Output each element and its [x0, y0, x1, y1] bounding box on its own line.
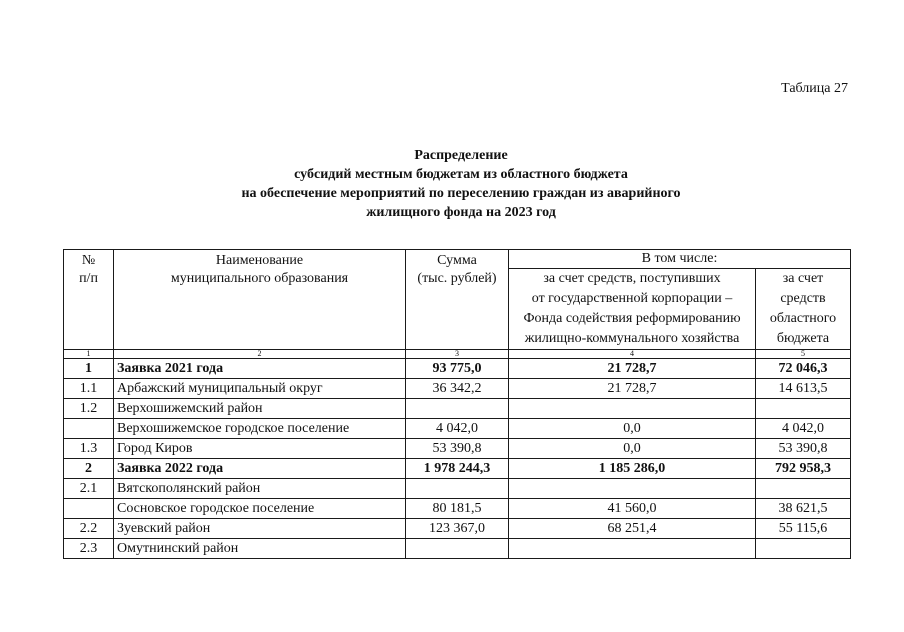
table-row: [64, 419, 851, 439]
row-number: 2.1: [64, 479, 114, 499]
row-name: Верхошижемское городское поселение: [114, 419, 406, 439]
row-fund-amount: [509, 399, 756, 419]
row-region-amount: 72 046,3: [756, 359, 851, 379]
row-region-amount: 55 115,6: [756, 519, 851, 539]
row-name: Зуевский район: [114, 519, 406, 539]
row-number: 1: [64, 359, 114, 379]
row-region-amount: [756, 539, 851, 559]
table-number-label: Таблица 27: [781, 81, 848, 96]
row-sum: [406, 479, 509, 499]
table-row: [64, 359, 851, 379]
header-region-line-1: за счет: [782, 271, 824, 286]
row-number: [64, 499, 114, 519]
header-region-cell: [756, 269, 851, 350]
column-number: 1: [64, 350, 114, 359]
header-sum-cell: [406, 250, 509, 350]
row-region-amount: [756, 399, 851, 419]
title-line-4: жилищного фонда на 2023 год: [366, 205, 556, 220]
row-fund-amount: 1 185 286,0: [509, 459, 756, 479]
table-row: [64, 459, 851, 479]
header-including-cell: В том числе:: [509, 250, 851, 269]
row-sum: 80 181,5: [406, 499, 509, 519]
header-name-line-1: Наименование: [215, 253, 304, 268]
header-region-line-4: бюджета: [776, 331, 830, 346]
row-region-amount: [756, 479, 851, 499]
column-number: 5: [756, 350, 851, 359]
row-fund-amount: 0,0: [509, 439, 756, 459]
title-line-1: Распределение: [414, 148, 508, 163]
header-fund-line-3: Фонда содействия реформированию: [523, 311, 741, 326]
row-number: 1.3: [64, 439, 114, 459]
header-name-cell: [114, 250, 406, 350]
table-row: [64, 479, 851, 499]
row-number: 1.2: [64, 399, 114, 419]
row-region-amount: 53 390,8: [756, 439, 851, 459]
row-number: [64, 419, 114, 439]
title-line-2: субсидий местным бюджетам из областного бюджета: [294, 167, 628, 182]
row-name: Город Киров: [114, 439, 406, 459]
table-row: [64, 439, 851, 459]
row-region-amount: 792 958,3: [756, 459, 851, 479]
document-title: [0, 146, 904, 222]
header-fund-line-1: за счет средств, поступивших: [543, 271, 721, 286]
row-number: 2: [64, 459, 114, 479]
row-number: 1.1: [64, 379, 114, 399]
row-name: Омутнинский район: [114, 539, 406, 559]
row-sum: 4 042,0: [406, 419, 509, 439]
header-number-line-1: №: [81, 253, 96, 268]
row-fund-amount: [509, 479, 756, 499]
row-sum: 53 390,8: [406, 439, 509, 459]
column-number: 2: [114, 350, 406, 359]
row-region-amount: 38 621,5: [756, 499, 851, 519]
table-row: [64, 519, 851, 539]
row-sum: 36 342,2: [406, 379, 509, 399]
row-fund-amount: 21 728,7: [509, 379, 756, 399]
title-line-3: на обеспечение мероприятий по переселению граждан из аварийного: [241, 186, 681, 201]
row-sum: 93 775,0: [406, 359, 509, 379]
header-region-line-3: областного: [769, 311, 837, 326]
row-fund-amount: 41 560,0: [509, 499, 756, 519]
row-sum: [406, 539, 509, 559]
row-fund-amount: 21 728,7: [509, 359, 756, 379]
table-row: [64, 379, 851, 399]
subsidy-distribution-table: [63, 249, 851, 559]
header-region-line-2: средств: [780, 291, 826, 306]
table-header-row: [64, 250, 851, 269]
row-name: Верхошижемский район: [114, 399, 406, 419]
column-number-row: [64, 350, 851, 359]
row-sum: 1 978 244,3: [406, 459, 509, 479]
row-sum: [406, 399, 509, 419]
row-region-amount: 14 613,5: [756, 379, 851, 399]
column-number: 4: [509, 350, 756, 359]
header-sum-line-2: (тыс. рублей): [417, 271, 497, 286]
row-fund-amount: 0,0: [509, 419, 756, 439]
header-number-cell: [64, 250, 114, 350]
header-fund-line-4: жилищно-коммунального хозяйства: [524, 331, 740, 346]
row-name: Вятскополянский район: [114, 479, 406, 499]
table-row: [64, 499, 851, 519]
row-name: Сосновское городское поселение: [114, 499, 406, 519]
row-region-amount: 4 042,0: [756, 419, 851, 439]
header-number-line-2: п/п: [79, 271, 98, 286]
header-name-line-2: муниципального образования: [170, 271, 349, 286]
row-number: 2.3: [64, 539, 114, 559]
table-row: [64, 539, 851, 559]
table-row: [64, 399, 851, 419]
row-name: Заявка 2022 года: [114, 459, 406, 479]
header-fund-line-2: от государственной корпорации –: [531, 291, 733, 306]
row-name: Арбажский муниципальный округ: [114, 379, 406, 399]
row-fund-amount: 68 251,4: [509, 519, 756, 539]
row-fund-amount: [509, 539, 756, 559]
row-sum: 123 367,0: [406, 519, 509, 539]
row-number: 2.2: [64, 519, 114, 539]
header-fund-cell: [509, 269, 756, 350]
row-name: Заявка 2021 года: [114, 359, 406, 379]
column-number: 3: [406, 350, 509, 359]
header-sum-line-1: Сумма: [437, 253, 477, 268]
